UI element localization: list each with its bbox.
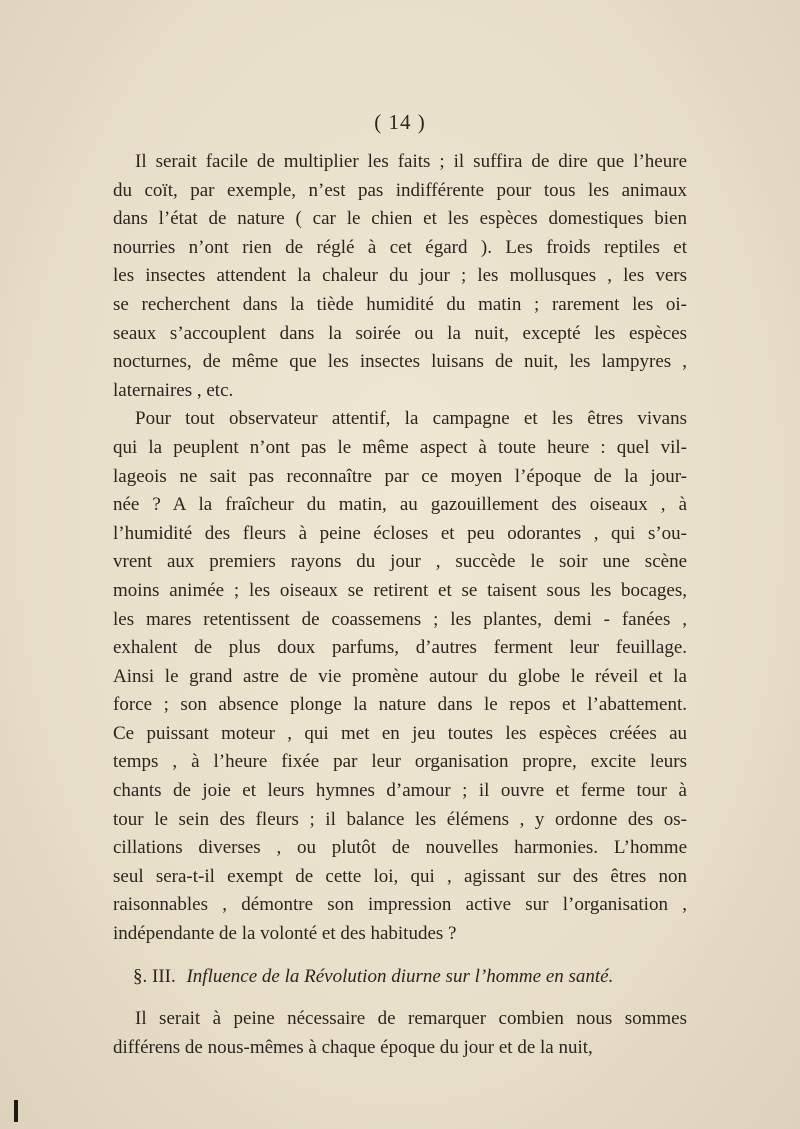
text-line: temps , à l’heure fixée par leur organisation propre, excite leurs <box>113 751 687 773</box>
section-title: Influence de la Révolution diurne sur l’homme en santé. <box>186 965 614 987</box>
text-line: indépendante de la volonté et des habitudes ? <box>113 923 457 945</box>
text-line: du coït, par exemple, n’est pas indifférente pour tous les animaux <box>113 179 687 201</box>
text-line: nourries n’ont rien de réglé à cet égard ). Les froids reptiles et <box>113 236 687 258</box>
margin-mark <box>14 1100 18 1122</box>
text-line: dans l’état de nature ( car le chien et les espèces domestiques bien <box>113 208 687 230</box>
text-line: seaux s’accouplent dans la soirée ou la nuit, excepté les espèces <box>113 322 687 344</box>
text-line: exhalent de plus doux parfums, d’autres ferment leur feuillage. <box>113 637 687 659</box>
text-line: chants de joie et leurs hymnes d’amour ; il ouvre et ferme tour à <box>113 780 687 802</box>
text-line: force ; son absence plonge la nature dans le repos et l’abattement. <box>113 694 687 716</box>
text-line: l’humidité des fleurs à peine écloses et peu odorantes , qui s’ou- <box>113 522 687 544</box>
text-line: Il serait facile de multiplier les faits ; il suffira de dire que l’heure <box>135 151 687 172</box>
paragraph <box>113 405 687 948</box>
page-number: ( 14 ) <box>374 110 426 134</box>
body-text <box>113 148 687 1062</box>
text-line: laternaires , etc. <box>113 379 234 401</box>
text-line: nocturnes, de même que les insectes luisans de nuit, les lampyres , <box>113 351 687 373</box>
text-line: se recherchent dans la tiède humidité du matin ; rarement les oi- <box>113 293 687 315</box>
text-line: Pour tout observateur attentif, la campagne et les êtres vivans <box>135 408 687 430</box>
text-line: vrent aux premiers rayons du jour , succède le soir une scène <box>113 551 687 573</box>
paragraph <box>113 148 687 405</box>
text-line: qui la peuplent n’ont pas le même aspect à toute heure : quel vil- <box>113 436 687 458</box>
text-line: Ainsi le grand astre de vie promène autour du globe le réveil et la <box>113 665 687 687</box>
text-line: lageois ne sait pas reconnaître par ce moyen l’époque de la jour- <box>113 465 687 487</box>
text-line: moins animée ; les oiseaux se retirent et se taisent sous les bocages, <box>113 579 687 601</box>
text-line: Il serait à peine nécessaire de remarquer combien nous sommes <box>135 1008 687 1030</box>
text-line: différens de nous-mêmes à chaque époque du jour et de la nuit, <box>113 1036 593 1058</box>
section-number: §. III. <box>133 965 176 987</box>
text-line: tour le sein des fleurs ; il balance les élémens , y ordonne des os- <box>113 808 687 830</box>
section-heading <box>113 963 687 992</box>
text-line: les insectes attendent la chaleur du jour ; les mollusques , les vers <box>113 265 687 287</box>
text-line: née ? A la fraîcheur du matin, au gazouillement des oiseaux , à <box>113 494 687 516</box>
text-line: cillations diverses , ou plutôt de nouvelles harmonies. L’homme <box>113 837 687 859</box>
text-line: raisonnables , démontre son impression active sur l’organisation , <box>113 894 687 916</box>
text-line: seul sera-t-il exempt de cette loi, qui , agissant sur des êtres non <box>113 865 687 887</box>
text-line: les mares retentissent de coassemens ; les plantes, demi - fanées , <box>113 608 687 630</box>
paragraph <box>113 1005 687 1062</box>
text-line: Ce puissant moteur , qui met en jeu toutes les espèces créées au <box>113 722 687 744</box>
